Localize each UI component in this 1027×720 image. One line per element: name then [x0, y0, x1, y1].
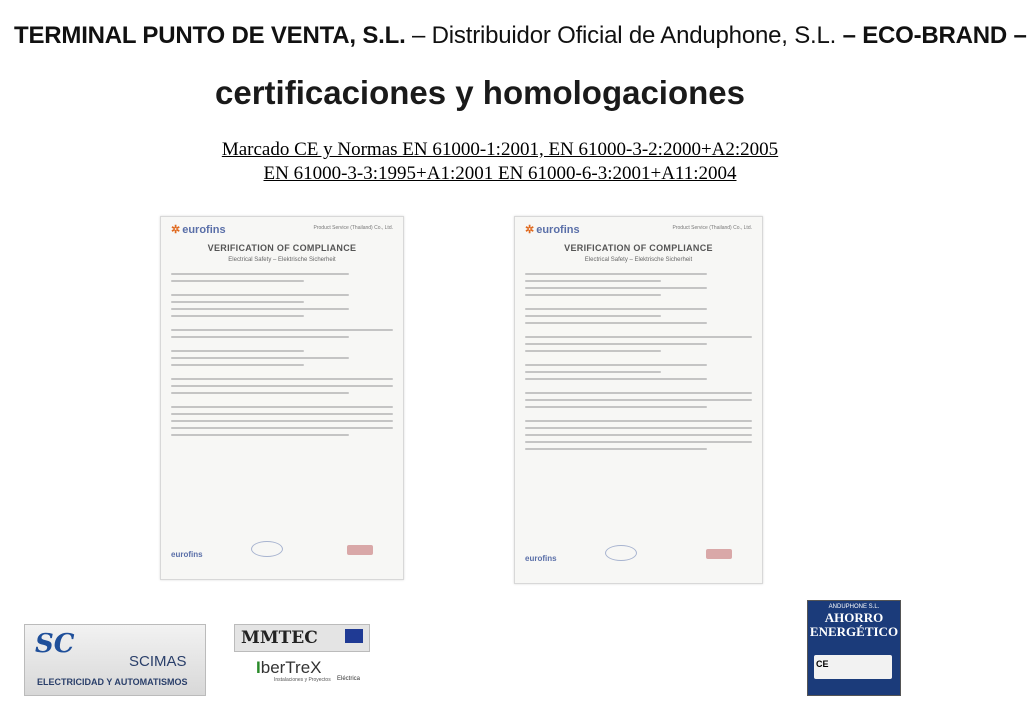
ibertrex-extra: Eléctrica	[336, 676, 360, 682]
eurofins-footer-logo: eurofins	[525, 554, 557, 563]
certificate-image-2	[514, 216, 763, 584]
separator: –	[1007, 22, 1027, 49]
scimas-mark: SC	[35, 629, 75, 659]
eurofins-star-icon: ✲	[171, 224, 181, 236]
eu-flag-icon	[345, 629, 363, 643]
scimas-tagline: ELECTRICIDAD Y AUTOMATISMOS	[37, 677, 188, 687]
certificate-header-note: Product Service (Thailand) Co., Ltd.	[672, 225, 752, 231]
certificate-title: VERIFICATION OF COMPLIANCE	[564, 243, 713, 253]
certificate-subtitle: Electrical Safety – Elektrische Sicherheit	[228, 257, 336, 263]
signature	[251, 541, 283, 557]
eurofins-logo: ✲ eurofins	[171, 224, 226, 236]
stamp	[347, 545, 373, 555]
distributor-text: Distribuidor Oficial de Anduphone, S.L.	[431, 22, 837, 49]
ahorro-text: AHORRO	[824, 610, 884, 625]
certificate-subtitle: Electrical Safety – Elektrische Sicherheit	[584, 257, 693, 263]
eurofins-star-icon: ✲	[525, 224, 535, 236]
mtec-name: MMTEC	[241, 628, 318, 648]
separator: –	[405, 22, 432, 49]
energetico-text: ENERGÉTICO	[809, 624, 899, 639]
stamp	[706, 549, 732, 559]
scimas-name: SCIMAS	[129, 653, 187, 670]
anduphone-brand: ANDUPHONE S.L.	[828, 604, 880, 610]
certificate-header-note: Product Service (Thailand) Co., Ltd.	[313, 225, 393, 231]
norms-line-2: EN 61000-3-3:1995+A1:2001 EN 61000-6-3:2001+A11:2004	[263, 163, 737, 184]
mtec-logo	[234, 624, 370, 652]
separator: –	[836, 22, 863, 49]
eurofins-logo: ✲ eurofins	[525, 224, 580, 236]
scimas-logo	[24, 624, 206, 696]
brand-name: ECO-BRAND	[862, 22, 1008, 49]
certificate-body	[525, 273, 752, 455]
signature	[605, 545, 637, 561]
norms-line-1: Marcado CE y Normas EN 61000-1:2001, EN 61000-3-2:2000+A2:2005	[221, 139, 779, 160]
ce-mark: CE	[816, 659, 829, 669]
company-name: TERMINAL PUNTO DE VENTA, S.L.	[14, 22, 406, 49]
partner-logos	[234, 624, 368, 694]
ibertrex-logo: IberTreX	[256, 658, 322, 677]
ibertrex-tagline: Instalaciones y Proyectos	[274, 677, 331, 683]
page-title: certificaciones y homologaciones	[215, 74, 745, 111]
certificate-image-1	[160, 216, 404, 580]
header-banner	[14, 22, 1027, 62]
anduphone-product-label	[807, 600, 901, 696]
certificate-title: VERIFICATION OF COMPLIANCE	[207, 243, 357, 253]
certificate-body	[171, 273, 393, 441]
eurofins-footer-logo: eurofins	[171, 550, 203, 559]
norms-text	[60, 138, 940, 186]
